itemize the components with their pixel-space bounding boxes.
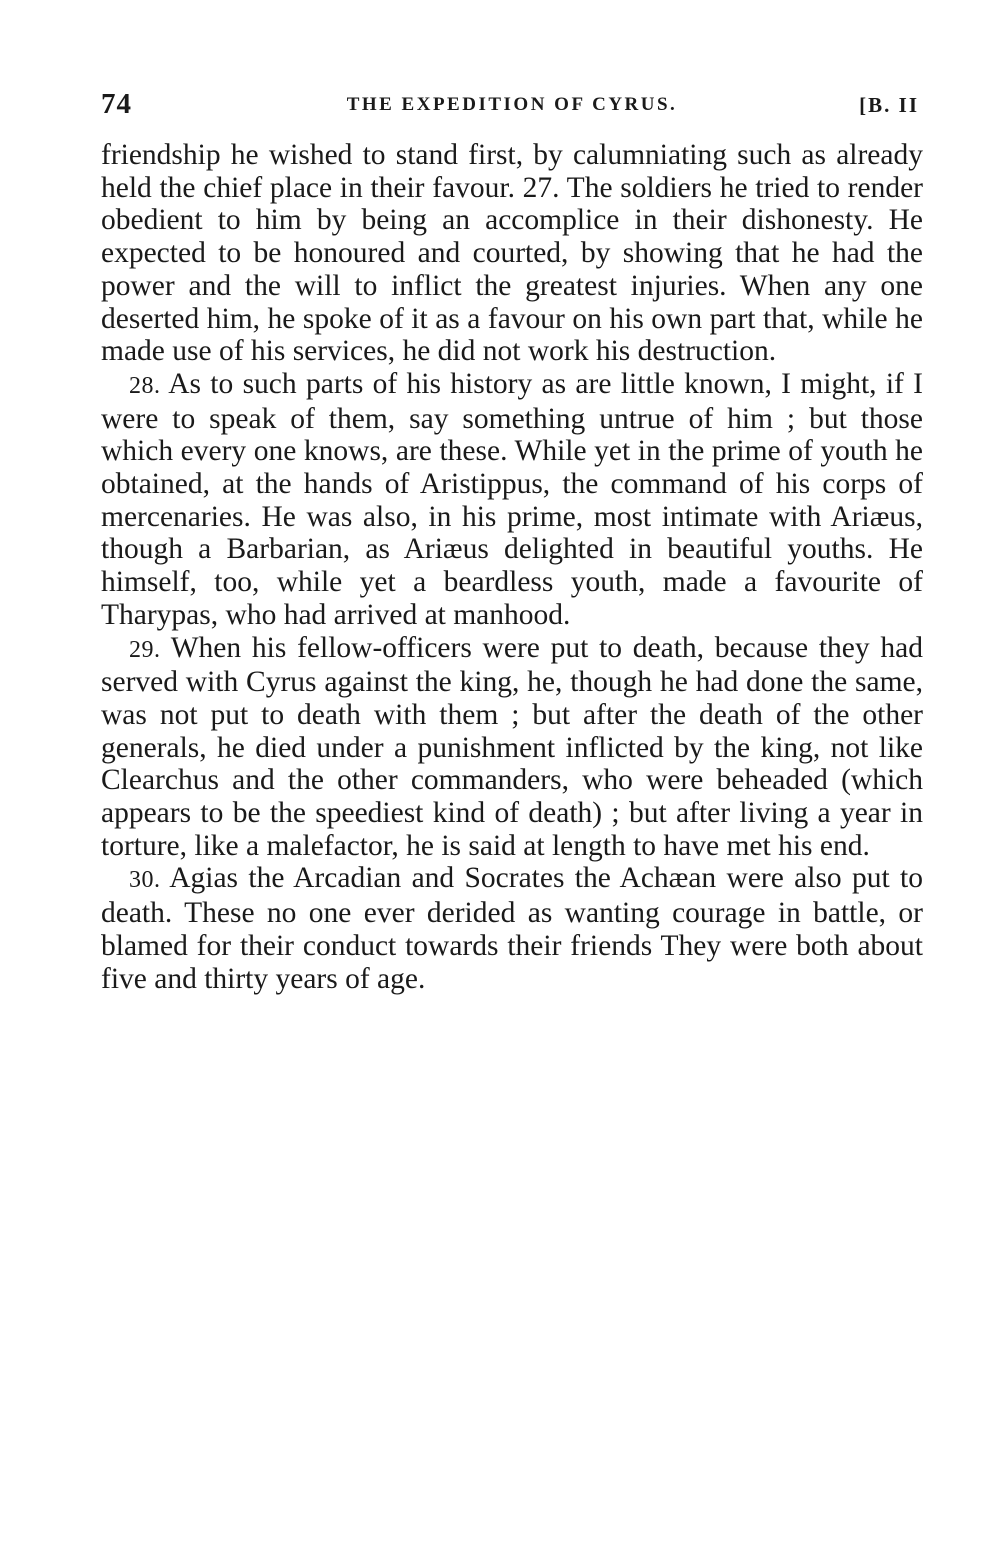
paragraph-29 xyxy=(101,632,923,863)
section-number: 28. xyxy=(129,372,161,399)
book-reference: [B. II xyxy=(859,93,919,117)
section-number: 29. xyxy=(129,636,161,663)
paragraph-text: Agias the Arcadian and Socrates the Achæan were also put to death. These no one ever derided as wanting courage in battle, or blamed for their conduct towards their friends They were both about five and thirty years of age. xyxy=(101,862,923,995)
book-title: THE EXPEDITION OF CYRUS. xyxy=(346,94,678,115)
paragraph-28 xyxy=(101,368,923,632)
paragraph-text: As to such parts of his history as are little known, I might, if I were to speak of them, say something untrue of him ; but those which every one knows, are these. While yet in the prime of youth he obtained, at the hands of Aristippus, the command of his corps of mercenaries. He was also, in his prime, most intimate with Ariæus, though a Barbarian, as Ariæus delighted in beautiful youths. He himself, too, while yet a beardless youth, made a favourite of Tharypas, who had arrived at manhood. xyxy=(101,367,924,631)
paragraph-text: friendship he wished to stand first, by calumniating such as already held the chief place in their favour. 27. The soldiers he tried to render obedient to him by being an accomplice in their dishonesty. He expected to be honoured and courted, by showing that he had the power and the will to inflict the greatest injuries. When any one deserted him, he spoke of it as a favour on his own part that, while he made use of his services, he did not work his destruction. xyxy=(101,139,923,368)
book-page xyxy=(101,88,923,995)
paragraph-30 xyxy=(101,862,923,995)
body-text xyxy=(101,139,923,995)
paragraph-text: When his fellow-officers were put to death, because they had served with Cyrus against the king, he, though he had done the same, was not put to death with them ; but after the death of the other generals, he died under a punishment inflicted by the king, not like Clearchus and the other commanders, who were beheaded (which appears to be the speediest kind of death) ; but after living a year in torture, like a malefactor, he is said at length to have met his end. xyxy=(101,631,923,862)
page-number: 74 xyxy=(101,88,132,120)
section-number: 30. xyxy=(129,867,161,894)
running-head xyxy=(101,88,923,128)
paragraph-continued xyxy=(101,139,923,368)
